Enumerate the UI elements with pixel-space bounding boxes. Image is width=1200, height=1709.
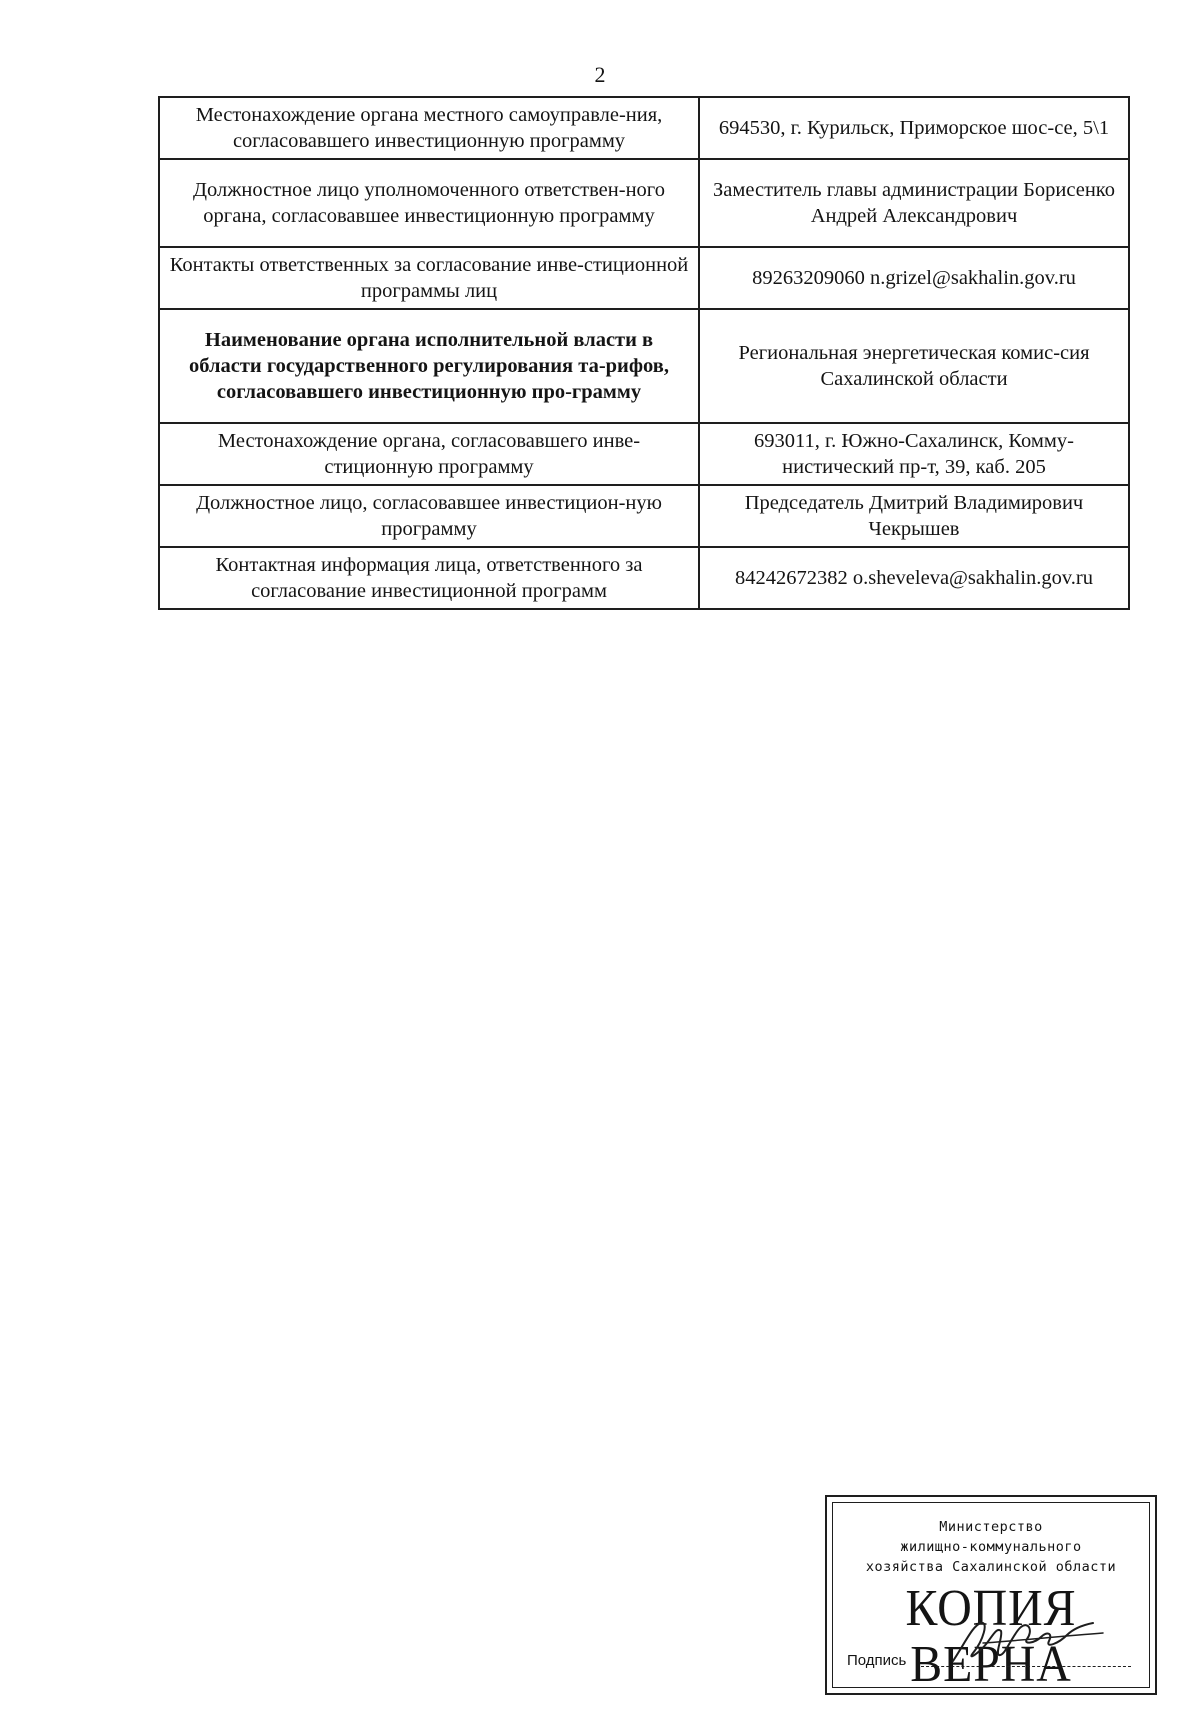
stamp-title: КОПИЯ ВЕРНА xyxy=(905,1580,1077,1693)
stamp-org-line: хозяйства Сахалинской области xyxy=(865,1559,1117,1575)
row-key: Наименование органа исполнительной власти в области государственного регулирования та-рифов, согласовавшего инвестиционную про-грамму xyxy=(159,309,699,423)
row-key: Местонахождение органа, согласовавшего инве-стиционную программу xyxy=(159,423,699,485)
table-row xyxy=(159,159,1129,247)
table-row xyxy=(159,423,1129,485)
row-value: Председатель Дмитрий Владимирович Чекрышев xyxy=(699,485,1129,547)
table-row xyxy=(159,485,1129,547)
row-value: 84242672382 o.sheveleva@sakhalin.gov.ru xyxy=(699,547,1129,609)
stamp-frame xyxy=(832,1502,1150,1693)
table-row xyxy=(159,247,1129,309)
page-number: 2 xyxy=(594,62,606,87)
row-value: Региональная энергетическая комис-сия Сахалинской области xyxy=(699,309,1129,423)
row-value: 693011, г. Южно-Сахалинск, Комму-нистический пр-т, 39, каб. 205 xyxy=(699,423,1129,485)
row-key: Контактная информация лица, ответственного за согласование инвестиционной программ xyxy=(159,547,699,609)
row-value: 89263209060 n.grizel@sakhalin.gov.ru xyxy=(699,247,1129,309)
certification-stamp xyxy=(825,1495,1157,1695)
handwritten-signature-icon xyxy=(943,1613,1133,1673)
stamp-org-line: Министерство xyxy=(939,1519,1043,1535)
row-value: Заместитель главы администрации Борисенко Андрей Александрович xyxy=(699,159,1129,247)
row-key: Должностное лицо, согласовавшее инвестицион-ную программу xyxy=(159,485,699,547)
table-row xyxy=(159,309,1129,423)
signature-label: Подпись xyxy=(847,1652,907,1669)
row-key: Местонахождение органа местного самоуправле-ния, согласовавшего инвестиционную программу xyxy=(159,97,699,159)
row-value: 694530, г. Курильск, Приморское шос-се, 5\1 xyxy=(699,97,1129,159)
row-key: Должностное лицо уполномоченного ответствен-ного органа, согласовавшее инвестиционную программу xyxy=(159,159,699,247)
table-row xyxy=(159,547,1129,609)
row-key: Контакты ответственных за согласование инве-стиционной программы лиц xyxy=(159,247,699,309)
table-row xyxy=(159,97,1129,159)
stamp-org-line: жилищно-коммунального xyxy=(900,1539,1082,1555)
info-table xyxy=(158,96,1130,610)
stamp-org xyxy=(833,1517,1149,1577)
